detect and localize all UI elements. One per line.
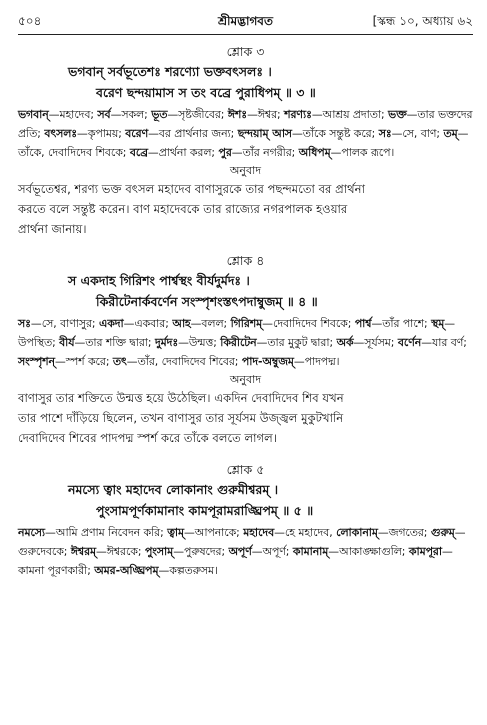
synonym-meaning: —কৃপাময়; xyxy=(77,127,122,140)
translation-line: বাণাসুর তার শক্তিতে উন্মত্ত হয়ে উঠেছিল। একদিন দেবাদিদেব শিব যখন xyxy=(18,391,344,405)
verse-heading: শ্লোক ৩ xyxy=(226,44,265,59)
translation xyxy=(18,388,473,448)
synonym-word: তৎ xyxy=(112,355,127,368)
synonym-meaning: —ঈশ্বর; xyxy=(247,108,281,121)
synonym-meaning: —যার বর্ণ; xyxy=(421,336,467,349)
verse-text xyxy=(18,61,473,103)
synonym-meaning: —সৃষ্টজীবের; xyxy=(167,108,225,121)
verse-line: কিরীটেনার্কবর্ণেন সংস্পৃশংস্তৎপদাম্বুজম্ ॥ ৪ ॥ xyxy=(96,294,318,309)
synonym-word: ভগবান্ xyxy=(18,108,49,121)
synonym-word: অধিপম্ xyxy=(298,146,331,159)
synonym-word: ত্বাম্ xyxy=(167,526,184,539)
synonym-meaning: —মহাদেব; xyxy=(48,108,94,121)
verse-line: পুংসামপূর্ণকামানাং কামপূরামরাঙ্ঘ্রিপম্ ॥ ৫ ॥ xyxy=(96,503,314,518)
translation-title: অনুবাদ xyxy=(229,373,262,386)
verse-line: স একদাহ গিরিশং পার্শ্বস্থং বীর্যদুর্মদঃ । xyxy=(68,273,250,288)
synonym-word: সঃ xyxy=(18,317,31,330)
synonym-meaning: —উপস্থিত; xyxy=(18,317,456,349)
translation-line: প্রার্থনা জানায়। xyxy=(18,222,87,236)
synonym-meaning: —উন্মত্ত; xyxy=(178,336,217,349)
synonym-meaning: —ঈশ্বরকে; xyxy=(96,545,142,558)
page-number: ৫০৪ xyxy=(18,14,42,28)
synonym-word: বর্ণেন xyxy=(397,336,422,349)
synonym-word: অমর-অঙ্ঘ্রিপম্ xyxy=(94,564,159,577)
translation xyxy=(18,179,473,239)
synonym-meaning: —সে, বাণাসুর; xyxy=(30,317,96,330)
synonym-word: তম্ xyxy=(443,127,458,140)
synonym-meaning: —হে মহাদেব, xyxy=(274,526,333,539)
synonym-meaning: —প্রার্থনা করল; xyxy=(147,146,216,159)
verse-section-4 xyxy=(18,251,473,448)
synonym-meaning: —পালক রূপে। xyxy=(330,146,395,159)
synonym-meaning: —সে, বাণ; xyxy=(391,127,441,140)
translation-title: অনুবাদ xyxy=(229,164,262,177)
synonym-meaning: —তাঁকে সন্তুষ্ট করে; xyxy=(291,127,376,140)
synonym-meaning: —তাঁর নগরীর; xyxy=(231,146,296,159)
synonym-word: ভক্ত xyxy=(388,108,407,121)
synonym-word: ছন্দয়াম্ আস xyxy=(237,127,292,140)
synonym-meaning: —আকাঙ্ক্ষাগুলি; xyxy=(328,545,406,558)
synonym-meaning: —কল্পতরুসম। xyxy=(158,564,218,577)
verse-section-3 xyxy=(18,42,473,239)
synonym-word: সংস্পৃশন্ xyxy=(18,355,55,368)
page-content xyxy=(18,38,473,580)
synonym-meaning: —বলল; xyxy=(190,317,228,330)
synonym-word: শরণ্যঃ xyxy=(284,108,312,121)
page-header xyxy=(18,10,473,32)
synonym-meaning: —জগতের; xyxy=(377,526,428,539)
translation-line: দেবাদিদেব শিবের পাদপদ্ম স্পর্শ করে তাঁকে বলতে লাগল। xyxy=(18,431,277,445)
synonym-meaning: —স্পর্শ করে; xyxy=(55,355,110,368)
synonym-word: ঈশঃ xyxy=(227,108,248,121)
verse-line: নমস্যে ত্বাং মহাদেব লোকানাং গুরুমীশ্বরম্ । xyxy=(68,482,279,497)
synonym-meaning: —গুরুদেবকে; xyxy=(18,526,466,558)
verse-text xyxy=(18,270,473,312)
synonyms xyxy=(18,105,473,162)
synonym-meaning: —বর প্রার্থনার জন্য; xyxy=(148,127,235,140)
verse-section-5 xyxy=(18,460,473,580)
synonym-meaning: —তার মুকুট দ্বারা; xyxy=(256,336,334,349)
synonyms xyxy=(18,523,473,580)
synonym-meaning: —পাদপদ্ম। xyxy=(293,355,340,368)
verse-line: বরেণ ছন্দয়ামাস স তং বব্রে পুরাধিপম্ ॥ ৩ ॥ xyxy=(96,85,316,100)
verse-heading: শ্লোক ৪ xyxy=(226,253,265,268)
synonym-word: সর্ব xyxy=(97,108,111,121)
synonym-word: কিরীটেন xyxy=(220,336,257,349)
synonym-word: মহাদেব xyxy=(243,526,275,539)
synonym-meaning: —তাঁকে, দেবাদিদেব শিবকে; xyxy=(18,127,469,159)
synonym-word: পার্শ্ব xyxy=(354,317,372,330)
synonym-meaning: —অপূর্ণ; xyxy=(251,545,290,558)
synonym-meaning: —আশ্রয় প্রদাতা; xyxy=(311,108,385,121)
synonym-word: একদা xyxy=(99,317,124,330)
book-title: শ্রীমদ্ভাগবত xyxy=(217,14,273,28)
synonym-word: বীর্য xyxy=(59,336,75,349)
synonym-meaning: —সকল; xyxy=(110,108,148,121)
synonym-meaning: —তাঁর, দেবাদিদেব শিবের; xyxy=(126,355,239,368)
synonym-word: ভূত xyxy=(151,108,168,121)
synonym-meaning: —কামনা পূরণকারী; xyxy=(18,545,453,577)
synonym-meaning: —তার ভক্তদের প্রতি; xyxy=(18,108,473,140)
synonym-word: বব্রে xyxy=(129,146,148,159)
verse-line: ভগবান্ সর্বভূতেশঃ শরণ্যো ভক্তবৎসলঃ । xyxy=(68,64,272,79)
chapter-location: [স্কন্ধ ১০, অধ্যায় ৬২ xyxy=(372,14,473,28)
synonym-word: অপূর্ণ xyxy=(228,545,252,558)
synonym-meaning: —পুরুষদের; xyxy=(173,545,226,558)
synonym-word: কামপূরা xyxy=(408,545,442,558)
synonym-meaning: —আপনাকে; xyxy=(184,526,240,539)
synonym-meaning: —একবার; xyxy=(123,317,169,330)
synonym-word: লোকানাম্ xyxy=(336,526,378,539)
synonym-word: গিরিশম্ xyxy=(230,317,263,330)
verse-text xyxy=(18,479,473,521)
synonym-word: স্থম্ xyxy=(431,317,445,330)
synonym-word: সঃ xyxy=(378,127,392,140)
synonym-word: পুংসাম্ xyxy=(144,545,174,558)
synonym-word: নমস্যে xyxy=(18,526,46,539)
synonym-word: অর্ক xyxy=(336,336,354,349)
header-rule xyxy=(18,34,473,35)
synonym-word: গুরুম্ xyxy=(430,526,455,539)
synonym-word: কামানাম্ xyxy=(292,545,329,558)
synonym-word: বরেণ xyxy=(125,127,149,140)
synonym-meaning: —তাঁর পাশে; xyxy=(371,317,428,330)
synonym-meaning: —আমি প্রণাম নিবেদন করি; xyxy=(45,526,164,539)
verse-heading: শ্লোক ৫ xyxy=(226,462,265,477)
synonyms xyxy=(18,314,473,371)
translation-line: তার পাশে দাঁড়িয়ে ছিলেন, তখন বাণাসুর তার সূর্যসম উজ্জ্বল মুকুটখানি xyxy=(18,411,344,425)
synonym-meaning: —দেবাদিদেব শিবকে; xyxy=(262,317,352,330)
synonym-word: পাদ-অম্বুজম্ xyxy=(241,355,294,368)
translation-line: করতে বলে সন্তুষ্ট করেন। বাণ মহাদেবকে তার রাজ্যের নগরপালক হওয়ার xyxy=(18,202,348,216)
synonym-word: আহ xyxy=(172,317,191,330)
synonym-word: পুর xyxy=(218,146,232,159)
synonym-meaning: —তার শক্তি দ্বারা; xyxy=(74,336,152,349)
translation-line: সর্বভূতেশ্বর, শরণ্য ভক্ত বৎসল মহাদেব বাণাসুরকে তার পছন্দমতো বর প্রার্থনা xyxy=(18,182,365,196)
synonym-meaning: —সূর্যসম; xyxy=(353,336,395,349)
synonym-word: বৎসলঃ xyxy=(44,127,78,140)
synonym-word: ঈশ্বরম্ xyxy=(70,545,97,558)
synonym-word: দুর্মদঃ xyxy=(154,336,179,349)
